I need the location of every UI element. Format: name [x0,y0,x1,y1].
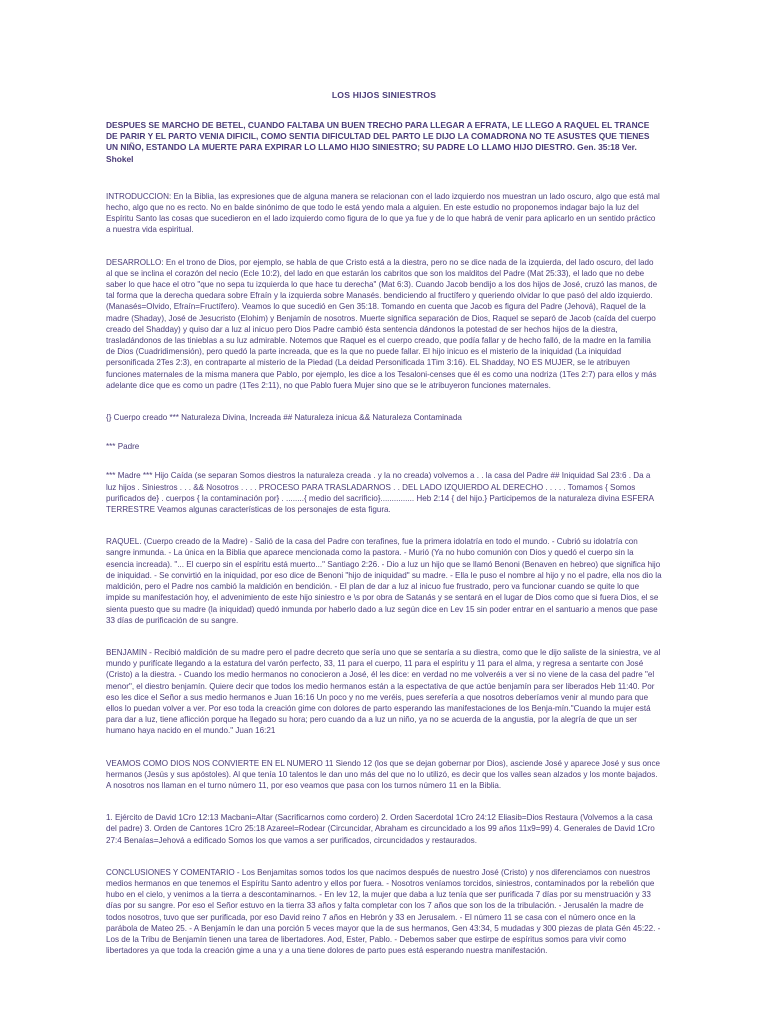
epigraph: DESPUES SE MARCHO DE BETEL, CUANDO FALTABA UN BUEN TRECHO PARA LLEGAR A EFRATA, LE LLEGO A RAQUEL EL TRANCE DE PARIR Y EL PARTO VENIA DIFICIL, COMO SENTIA DIFICULTAD DEL PARTO LE DIJO LA COMADRONA NO TE ASUSTES QUE TIENES UN NIÑO, ESTANDO LA MUERTE PARA EXPIRAR LO LLAMO HIJO SINIESTRO; SU PADRE LO LLAMO HIJO DIESTRO. Gen. 35:18 Ver. Shokel [106,120,650,164]
paragraph-numero-11: VEAMOS COMO DIOS NOS CONVIERTE EN EL NUMERO 11 Siendo 12 (los que se dejan gobernar por Dios), asciende José y aparece José y sus once hermanos (Jesús y sus apóstoles). Al que tenía 10 talentos le dan uno más del que no lo utilizó, es decir que los valles sean alzados y los monte bajados. A nosotros nos llaman en el turno número 11, por eso veamos que pasa con los turnos número 11 en la Biblia. [106,758,661,790]
paragraph-legend: {} Cuerpo creado *** Naturaleza Divina, Increada ## Naturaleza inicua && Naturaleza Contaminada [106,413,462,423]
paragraph-turnos: 1. Ejército de David 1Cro 12:13 Macbani=Altar (Sacrificarnos como cordero) 2. Orden Sacerdotal 1Cro 24:12 Eliasib=Dios Restaura (Volvemos a la casa del padre) 3. Orden de Cantores 1Cro 25:18 Azareel=Rodear (Circuncidar, Abraham es circuncidado a los 99 años 11x9=99) 4. Generales de David 1Cro 27:4 Benaías=Jehová a edificado Somos los que vamos a ser purificados, circuncidados y restaurados. [106,813,655,845]
paragraph-diagram-text: *** Madre *** Hijo Caída (se separan Somos diestros la naturaleza creada . y la no creada) volvemos a . . la casa del Padre ## Iniquidad Sal 23:6 . Da a luz hijos . Siniestros . . . && Nosotros . . . . PROCESO PARA TRASLADARNOS . . DEL LADO IZQUIERDO AL DERECHO . . . . . Tomamos { Somos purificados de} . cuerpos { la contaminación por} . ........{ medio del sacrificio}............... Heb 2:14 { del hijo.} Participemos de la naturaleza divina ESFERA TERRESTRE Veamos algunas características de los personajes de esta figura. [106,471,654,515]
paragraph-padre: *** Padre [106,442,140,452]
paragraph-raquel: RAQUEL. (Cuerpo creado de la Madre) - Salió de la casa del Padre con terafines, fue la primera idolatría en todo el mundo. - Cubrió su idolatría con sangre inmunda. - La única en la Biblia que aparece mencionada como la pastora. - Murió (Ya no hubo comunión con Dios y quedó el cuerpo sin la esencia increada). "... El cuerpo sin el espíritu está muerto..." Santiago 2:26. - Dio a luz un hijo que se llamó Benoni (Benaven en hebreo) que significa hijo de iniquidad. - Se convirtió en la iniquidad, por eso dice de Benoni "hijo de iniquidad" su madre. - Ella le puso el nombre al hijo y no el padre, ella nos dio la maldición, pero el Padre nos cambió la maldición en bendición. - El plan de dar a luz al inicuo fue frustrado, pero va funcionar cuando se quite lo que impide su manifestación hoy, el advenimiento de este hijo siniestro e \s por obra de Satanás y se sentará en el lugar de Dios como que si fuera Dios, el se sienta puesto que su madre (la iniquidad) quedó inmunda por haberlo dado a luz según dice en Lev 15 sin poder entrar en el santuario a menos que pase 33 días de purificación de su sangre. [106,537,662,625]
paragraph-desarrollo: DESARROLLO: En el trono de Dios, por ejemplo, se habla de que Cristo está a la diestra, pero no se dice nada de la izquierda, del lado oscuro, del lado al que se inclina el corazón del necio (Ecle 10:2), del lado en que estarán los cabritos que son los malditos del Padre (Mat 25:33), el lado que no debe saber lo que hace el otro "que no sepa tu izquierda lo que hace tu derecha" (Mat 6:3). Cuando Jacob bendijo a los dos hijos de José, cruzó las manos, de tal forma que la derecha quedara sobre Efraín y la izquierda sobre Manasés. bendiciendo al fructífero y queriendo olvidar lo que pasó del aldo izquierdo. (Manasés=Olvido, Efraín=Fructífero). Veamos lo que sucedió en Gen 35:18. Tomando en cuenta que Jacob es figura del Padre (Jehová), Raquel de la madre (Shaday), José de Jesucristo (Elohim) y Benjamín de nosotros. Muerte significa separación de Dios, Raquel se separó de Jacob (caída del cuerpo creado del Shadday) y quiso dar a luz al inicuo pero Dios Padre cambió ésta sentencia dándonos la potestad de ser hechos hijos de la diestra, trasladándonos de las tinieblas a su luz admirable. Notemos que Raquel es el cuerpo creado, que podía fallar y de hecho falló, de la madre en la familia de Dios (Cuadridimensión), pero quedó la parte increada, que es la que no puede fallar. El hijo inicuo es el misterio de la iniquidad (La iniquidad personificada 2Tes 2:3), en contraparte al misterio de la Piedad (La deidad Personificada 1Tim 3:16). EL Shadday, NO ES MUJER, se le atribuyen funciones maternales de la misma manera que Pablo, por ejemplo, les dice a los Tesaloni-censes que él es como una nodriza (1Tes 2:7) para ellos y más adelante dice que es como un padre (1Tes 2:11), no que Pablo fuera Mujer sino que se le atribuyeron funciones maternales. [106,257,658,390]
document-title: LOS HIJOS SINIESTROS [331,90,437,100]
paragraph-benjamin: BENJAMIN - Recibió maldición de su madre pero el padre decreto que sería uno que se sentaría a su diestra, como que le dijo saliste de la siniestra, ve al mundo y purifícate llegando a la estatura del varón perfecto, 33, 11 para el cuerpo, 11 para el espíritu y 11 para el alma, y regresa a sentarte con José (Cristo) a la diestra. - Cuando los medio hermanos no conocieron a José, él les dice: en verdad no me volveréis a ver si no viene de la casa del padre "el menor", el diestro benjamín. Quiere decir que todos los medio hermanos están a la espectativa de que actúe benjamín para ser liberados Heb 11:40. Por eso les dice el Señor a sus medio hermanos e Juan 16:16 Un poco y no me veréis, pues serefería a que nosotros deberíamos venir al mundo para que ellos lo puedan volver a ver. Por eso toda la creación gime con dolores de parto esperando las manifestaciones de los Benja-mín."Cuando la mujer está para dar a luz, tiene aflicción porque ha llegado su hora; pero cuando da a luz un niño, ya no se acuerda de la angustia, por la alegría de que un ser humano haya nacido en el mundo." Juan 16:21 [106,647,661,736]
paragraph-conclusiones: CONCLUSIONES Y COMENTARIO - Los Benjamitas somos todos los que nacimos después de nuestro José (Cristo) y nos diferenciamos con nuestros medios hermanos en que tenemos el Espíritu Santo adentro y ellos por fuera. - Nosotros veníamos torcidos, siniestros, contaminados por la rebelión que hubo en el cielo, y venimos a la tierra a descontaminarnos. - En lev 12, la mujer que daba a luz tenía que ser purificada 7 días por su menstruación y 33 días por su sangre. Por eso el Señor estuvo en la tierra 33 años y falta completar con los 7 años que son los de la tribulación. - Jerusalén la madre de todos nosotros, tuvo que ser purificada, por eso David reino 7 años en Hebrón y 33 en Jerusalem. - El número 11 se casa con el número once en la parábola de Mateo 25. - A Benjamín le dan una porción 5 veces mayor que la de sus hermanos, Gen 43:34, 5 mudadas y 300 piezas de plata Gén 45:22. - Los de la Tribu de Benjamín tienen una tarea de libertadores. Aod, Ester, Pablo. - Debemos saber que estirpe de espíritus somos para vivir como libertadores ya que toda la creación gime a una y a una tiene dolores de parto pues está esperando nuestra manifestación. [106,867,661,956]
paragraph-introduccion: INTRODUCCION: En la Biblia, las expresiones que de alguna manera se relacionan con el lado izquierdo nos muestran un lado oscuro, algo que está mal hecho, algo que no es recto. No en balde sinónimo de que todo le está yendo mala a alguien. En este estudio no proponemos indagar bajo la luz del Espíritu Santo las cosas que sucedieron en el lado izquierdo como figura de lo que ya fue y de lo que habrá de venir para aplicarlo en un sentido práctico a nuestra vida espiritual. [106,191,660,235]
